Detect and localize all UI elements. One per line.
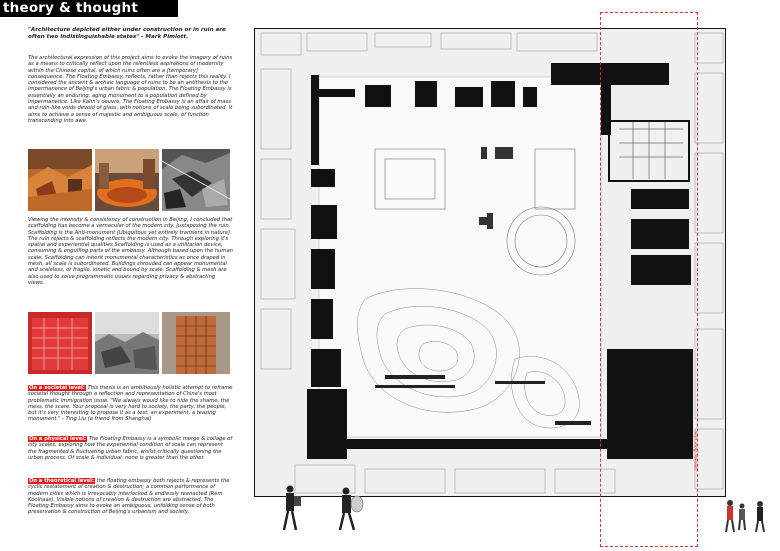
section-societal-label: On a societal level:: [29, 385, 85, 391]
section-societal: [28, 385, 233, 423]
section-physical-label: On a physical level:: [29, 436, 87, 442]
section-physical-text: The Floating Embassy is a symbolic merge & collage of city scales, exploring how the experiential condition of scale can represent the fragmented & fluctuating urban fabric, whilst critically questioning the urban process. Of scale & individual: none is greater than the other.: [28, 436, 233, 461]
photo-ruin-orange: [28, 149, 92, 211]
page-title: theory & thought: [3, 0, 139, 16]
quote-block: "Architecture depicted either under construction or in ruin are often two indistinguishable states" - Mark Pimlott.: [28, 27, 226, 40]
photo-scaffold-tower: [162, 312, 230, 374]
elevation-strip-outline: [600, 12, 698, 547]
section-physical: [28, 436, 233, 461]
photo-demolition: [95, 312, 159, 374]
human-figure-group-right: [722, 498, 770, 534]
human-figure-center: [334, 486, 364, 532]
photo-ruin-rubble: [162, 149, 230, 211]
paragraph-scaffolding: Viewing the intensity & consistency of construction in Beijing, I concluded that scaffolding has become a vernacular of the modern city. Juxtaposing the ruin, Scaffolding is the Anti-monument [Ubiquitous yet entirely transient in nature]. The ruin rejects & scaffolding reflects the modern city. Through exploring it's spatial and experiential qualities Scaffolding is used as a utilitarian device, consuming & engulfing parts of the embassy. Although based upon the human scale, Scaffolding can inherit monumental characteristics as once draped in mesh, all scale is subordinated. Buildings shrouded can appear monumental and scaleless, or fragile, kinetic and bound by scale. Scaffolding & mesh are also used to solve programmatic issues regarding privacy & abstracting views.: [28, 217, 233, 286]
section-theoretical: [28, 478, 233, 516]
title-bar: [0, 0, 178, 17]
section-theoretical-label: On a theoretical level:: [29, 478, 95, 484]
section-societal-text: This thesis is an ambitiously holistic attempt to reframe societal thought through a reflection and representation of China's most problematic immigration issue. "We always would like to hide the shame, the mess, the scare. Your proposal is very hard to society, the party, the people, but it's very interesting to propose it as a test, an experiment, a teasing monument." - Ting Liu (a friend from Shanghai): [28, 385, 233, 423]
photo-scaffold-red: [28, 312, 92, 374]
plan-label: genetic floor plan: [694, 430, 699, 470]
paragraph-ruins: The architectural expression of this project aims to evoke the imagery of ruins as a means to critically reflect upon the relentless aspirations of modernity within the Chinese capital, of which ruins often are a [temporary] consequence. The Floating Embassy, reflects, rather than rejects this reality. I considered the ancient & archaic language of ruins to be an antithesis to the impermanence of Beijing's urban fabric & population. The Floating Embassy is essentially an enduring, aging monument to a population defined by impermanence. Like Kahn's oeuvre, The Floating Embassy is an affair of mass and ruin-like voids devoid of glass, with notions of scale being subordinated. It aims to achieve a sense of majestic and ambiguous scale, of function transcending into awe.: [28, 55, 233, 124]
section-theoretical-text: the floating embassy both rejects & represents the cyclic restatement of creation & destruction; a common performance of modern cities which is irrevocably interlocked & endlessly reenacted (Rem Koolhaas). Visible notions of creation & destruction are abstracted, The Floating Embassy aims to evoke an ambiguous, unfolding sense of both preservation & construction of Beijing's urbanism and society.: [28, 478, 230, 516]
photo-ruin-arena: [95, 149, 159, 211]
human-figure-left: [280, 484, 304, 532]
